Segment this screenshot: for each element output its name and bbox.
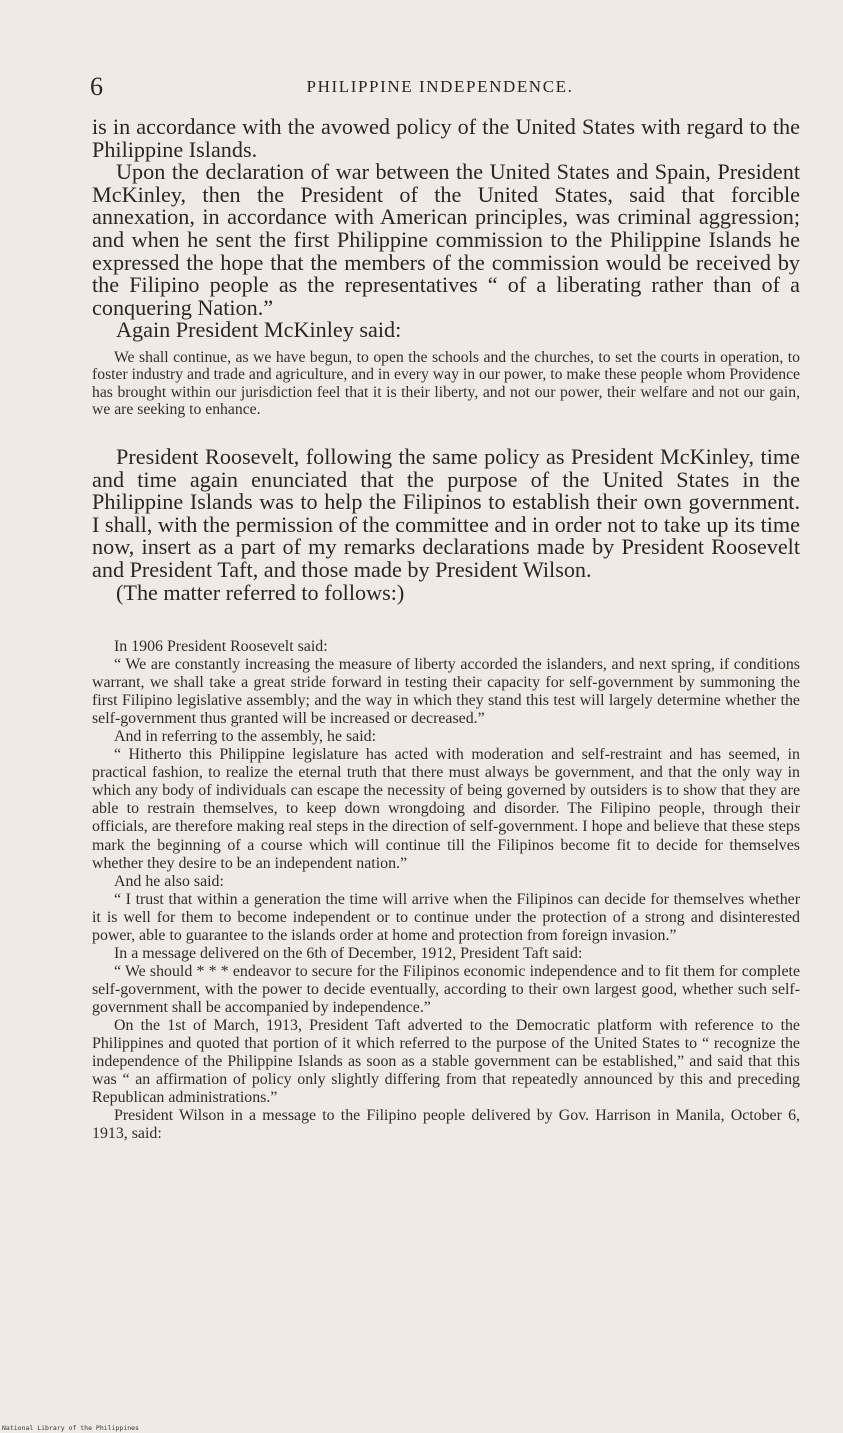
page-header	[90, 72, 790, 102]
inserted-paragraph: “ We are constantly increasing the measure of liberty accorded the islanders, and next spring, if conditions warrant, we shall take a great stride forward in testing their capacity for self-government by summoning the first Filipino legislative assembly; and the way in which they stand this test will largely determine whether the self-government thus granted will be increased or decreased.”	[92, 656, 800, 728]
paragraph-continuation: is in accordance with the avowed policy of the United States with regard to the Philippine Islands.	[92, 114, 800, 162]
library-credit: National Library of the Philippines	[2, 1424, 139, 1432]
inserted-paragraph: In a message delivered on the 6th of December, 1912, President Taft said:	[114, 944, 583, 962]
inserted-paragraph: “ I trust that within a generation the time will arrive when the Filipinos can decide for themselves whether it is well for them to become independent or to continue under the protection of a strong and disinterested power, able to guarantee to the islands order at home and protection from foreign invasion.”	[92, 890, 800, 944]
paragraph-mckinley-annexation: Upon the declaration of war between the United States and Spain, President McKinley, then the President of the United States, said that forcible annexation, in accordance with American principles, was criminal aggression; and when he sent the first Philippine commission to the Philippine Islands he expressed the hope that the members of the commission would be received by the Filipino people as the representatives “ of a liberating rather than of a conquering Nation.”	[92, 159, 800, 320]
inserted-paragraph: President Wilson in a message to the Filipino people delivered by Gov. Harrison in Manila, October 6, 1913, said:	[92, 1107, 800, 1143]
inserted-paragraph: “ Hitherto this Philippine legislature has acted with moderation and self-restraint and has seemed, in practical fashion, to realize the eternal truth that there must always be government, and that the only way in which any body of individuals can escape the necessity of being governed by outsiders is to show that they are able to restrain themselves, to keep down wrongdoing and disorder. The Filipino people, through their officials, are therefore making real steps in the direction of self-government. I hope and believe that these steps mark the beginning of a course which will continue till the Filipinos become fit to decide for themselves whether they desire to be an independent nation.”	[92, 746, 800, 872]
paragraph-roosevelt-policy: President Roosevelt, following the same policy as President McKinley, time and time again enunciated that the purpose of the United States in the Philippine Islands was to help the Filipinos to establish their own government. I shall, with the permission of the committee and in order not to take up its time now, insert as a part of my remarks declarations made by President Roosevelt and President Taft, and those made by President Wilson.	[92, 444, 801, 582]
inserted-paragraph: “ We should * * * endeavor to secure for the Filipinos economic independence and to fit them for complete self-government, with the power to decide eventually, according to their own largest good, whether such self-government shall be accompanied by independence.”	[92, 962, 800, 1016]
paragraph-again-mckinley: Again President McKinley said:	[116, 317, 402, 343]
body-section-mckinley	[92, 116, 800, 342]
inserted-paragraph: In 1906 President Roosevelt said:	[114, 638, 328, 655]
inserted-paragraph: And in referring to the assembly, he said:	[114, 728, 376, 746]
body-section-roosevelt	[92, 446, 800, 604]
inserted-paragraph: And he also said:	[114, 872, 224, 890]
block-quote-mckinley	[92, 349, 800, 419]
running-title: PHILIPPINE INDEPENDENCE.	[306, 77, 574, 96]
inserted-paragraph: On the 1st of March, 1913, President Taft adverted to the Democratic platform with reference to the Philippines and quoted that portion of it which referred to the purpose of the United States to “ recognize the independence of the Philippine Islands as soon as a stable government can be established,” and said that this was “ an affirmation of policy only slightly differing from that repeatedly announced by this and preceding Republican administrations.”	[92, 1016, 800, 1107]
quote-text: We shall continue, as we have begun, to open the schools and the churches, to set the courts in operation, to foster industry and trade and agriculture, and in every way in our power, to make these people whom Providence has brought within our jurisdiction feel that it is their liberty, and not our power, their welfare and not our gain, we are seeking to enhance.	[92, 349, 800, 419]
inserted-matter	[92, 638, 800, 1143]
page-number: 6	[90, 72, 103, 101]
paragraph-matter-referred: (The matter referred to follows:)	[116, 579, 405, 605]
